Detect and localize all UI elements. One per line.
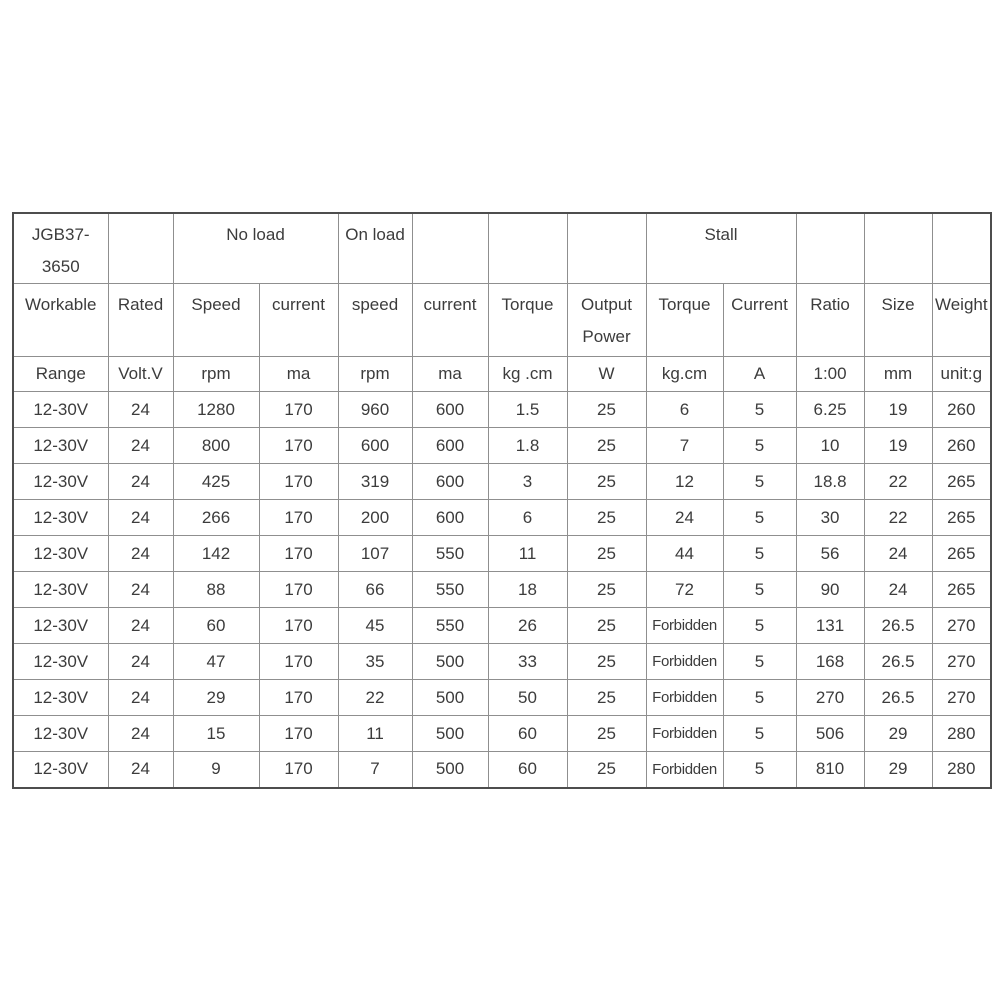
table-cell: 29 xyxy=(173,680,259,716)
table-cell: 10 xyxy=(796,428,864,464)
table-cell: 270 xyxy=(932,680,991,716)
table-cell: 1.8 xyxy=(488,428,567,464)
table-cell: 24 xyxy=(108,680,173,716)
table-row xyxy=(13,536,991,572)
empty-header-cell xyxy=(932,213,991,284)
unit-rpm-noload: rpm xyxy=(173,357,259,392)
table-cell: 270 xyxy=(796,680,864,716)
on-load-group-header: On load xyxy=(338,213,412,284)
col-header-size: Size xyxy=(864,284,932,357)
table-cell: 170 xyxy=(259,428,338,464)
table-cell: 72 xyxy=(646,572,723,608)
table-row xyxy=(13,644,991,680)
motor-spec-table xyxy=(12,212,992,789)
table-cell: 12-30V xyxy=(13,752,108,788)
table-cell: 170 xyxy=(259,464,338,500)
table-cell: 170 xyxy=(259,536,338,572)
table-cell: 11 xyxy=(338,716,412,752)
col-header-output-power: Output Power xyxy=(567,284,646,357)
table-cell: 12-30V xyxy=(13,608,108,644)
table-cell: 30 xyxy=(796,500,864,536)
model-line2: 3650 xyxy=(41,257,80,276)
unit-ratio: 1:00 xyxy=(796,357,864,392)
table-row xyxy=(13,752,991,788)
table-body xyxy=(13,392,991,788)
table-cell: 170 xyxy=(259,608,338,644)
col-header-onload-speed: speed xyxy=(338,284,412,357)
table-cell: 6 xyxy=(646,392,723,428)
table-cell: 18.8 xyxy=(796,464,864,500)
table-cell: 7 xyxy=(338,752,412,788)
table-cell: 5 xyxy=(723,464,796,500)
table-cell: 25 xyxy=(567,536,646,572)
table-cell: 24 xyxy=(864,572,932,608)
table-cell: 24 xyxy=(108,644,173,680)
table-cell: 131 xyxy=(796,608,864,644)
table-cell: 24 xyxy=(108,428,173,464)
table-cell: 142 xyxy=(173,536,259,572)
table-cell: 18 xyxy=(488,572,567,608)
unit-range: Range xyxy=(13,357,108,392)
unit-kgcm-torque: kg .cm xyxy=(488,357,567,392)
table-cell: 24 xyxy=(108,392,173,428)
table-cell: 22 xyxy=(864,464,932,500)
table-cell: 15 xyxy=(173,716,259,752)
table-cell: 25 xyxy=(567,572,646,608)
table-cell: 1280 xyxy=(173,392,259,428)
table-cell: 22 xyxy=(338,680,412,716)
table-cell: 168 xyxy=(796,644,864,680)
table-cell: 5 xyxy=(723,644,796,680)
table-cell: 200 xyxy=(338,500,412,536)
table-cell: 19 xyxy=(864,428,932,464)
table-cell: 500 xyxy=(412,752,488,788)
table-cell: 800 xyxy=(173,428,259,464)
table-cell: 25 xyxy=(567,392,646,428)
table-cell: 26.5 xyxy=(864,644,932,680)
col-header-stall-torque: Torque xyxy=(646,284,723,357)
table-cell: 500 xyxy=(412,680,488,716)
table-cell: 45 xyxy=(338,608,412,644)
table-cell: 600 xyxy=(412,464,488,500)
table-cell: 11 xyxy=(488,536,567,572)
col-header-onload-current: current xyxy=(412,284,488,357)
table-cell: 170 xyxy=(259,752,338,788)
col-header-weight: Weight xyxy=(932,284,991,357)
table-cell: Forbidden xyxy=(646,608,723,644)
table-cell: 600 xyxy=(412,428,488,464)
table-cell: 24 xyxy=(108,500,173,536)
stall-group-header: Stall xyxy=(646,213,796,284)
table-row xyxy=(13,392,991,428)
column-header-row xyxy=(13,284,991,357)
empty-header-cell xyxy=(488,213,567,284)
table-cell: 960 xyxy=(338,392,412,428)
table-row xyxy=(13,464,991,500)
empty-header-cell xyxy=(864,213,932,284)
table-cell: 280 xyxy=(932,716,991,752)
col-header-ratio: Ratio xyxy=(796,284,864,357)
unit-kgcm-stall: kg.cm xyxy=(646,357,723,392)
table-cell: 107 xyxy=(338,536,412,572)
table-cell: Forbidden xyxy=(646,680,723,716)
table-cell: 24 xyxy=(108,752,173,788)
table-cell: 170 xyxy=(259,680,338,716)
empty-header-cell xyxy=(412,213,488,284)
table-cell: 12-30V xyxy=(13,500,108,536)
table-cell: 12-30V xyxy=(13,680,108,716)
table-cell: 12-30V xyxy=(13,644,108,680)
table-cell: 60 xyxy=(488,752,567,788)
table-cell: 7 xyxy=(646,428,723,464)
table-cell: 425 xyxy=(173,464,259,500)
table-cell: 270 xyxy=(932,608,991,644)
table-row xyxy=(13,716,991,752)
table-cell: 265 xyxy=(932,464,991,500)
col-header-stall-current: Current xyxy=(723,284,796,357)
table-cell: 280 xyxy=(932,752,991,788)
model-line1: JGB37- xyxy=(31,225,90,244)
table-row xyxy=(13,680,991,716)
table-row xyxy=(13,608,991,644)
table-row xyxy=(13,428,991,464)
table-cell: 170 xyxy=(259,716,338,752)
table-cell: 22 xyxy=(864,500,932,536)
table-cell: 500 xyxy=(412,644,488,680)
table-cell: 90 xyxy=(796,572,864,608)
table-cell: 170 xyxy=(259,500,338,536)
table-cell: 265 xyxy=(932,536,991,572)
table-cell: 24 xyxy=(864,536,932,572)
table-cell: 19 xyxy=(864,392,932,428)
table-cell: 5 xyxy=(723,752,796,788)
table-cell: 5 xyxy=(723,392,796,428)
group-header-row xyxy=(13,213,991,284)
table-cell: 266 xyxy=(173,500,259,536)
table-cell: 26 xyxy=(488,608,567,644)
model-number-cell xyxy=(13,213,108,284)
table-cell: 170 xyxy=(259,392,338,428)
units-row xyxy=(13,357,991,392)
table-cell: 50 xyxy=(488,680,567,716)
col-header-noload-current: current xyxy=(259,284,338,357)
table-cell: 600 xyxy=(338,428,412,464)
unit-mm: mm xyxy=(864,357,932,392)
unit-gram: unit:g xyxy=(932,357,991,392)
spec-table-container xyxy=(12,212,990,789)
table-cell: Forbidden xyxy=(646,716,723,752)
table-cell: 1.5 xyxy=(488,392,567,428)
table-cell: 3 xyxy=(488,464,567,500)
table-cell: 5 xyxy=(723,680,796,716)
no-load-group-header: No load xyxy=(173,213,338,284)
table-cell: 5 xyxy=(723,536,796,572)
table-cell: 265 xyxy=(932,572,991,608)
table-cell: 35 xyxy=(338,644,412,680)
table-cell: 25 xyxy=(567,752,646,788)
table-cell: 24 xyxy=(108,716,173,752)
table-cell: 29 xyxy=(864,752,932,788)
col-header-torque: Torque xyxy=(488,284,567,357)
table-cell: 25 xyxy=(567,644,646,680)
table-cell: 5 xyxy=(723,608,796,644)
unit-ma-onload: ma xyxy=(412,357,488,392)
table-cell: 12-30V xyxy=(13,716,108,752)
table-cell: 5 xyxy=(723,716,796,752)
table-cell: 6 xyxy=(488,500,567,536)
table-cell: 24 xyxy=(646,500,723,536)
table-cell: 12-30V xyxy=(13,428,108,464)
empty-header-cell xyxy=(567,213,646,284)
table-cell: 66 xyxy=(338,572,412,608)
table-cell: 9 xyxy=(173,752,259,788)
unit-volt: Volt.V xyxy=(108,357,173,392)
unit-watt: W xyxy=(567,357,646,392)
table-cell: 270 xyxy=(932,644,991,680)
table-cell: 60 xyxy=(173,608,259,644)
col-header-rated: Rated xyxy=(108,284,173,357)
table-cell: 25 xyxy=(567,464,646,500)
table-cell: 25 xyxy=(567,500,646,536)
table-cell: 260 xyxy=(932,428,991,464)
table-cell: 12-30V xyxy=(13,464,108,500)
table-cell: 26.5 xyxy=(864,608,932,644)
table-cell: 550 xyxy=(412,572,488,608)
table-cell: 29 xyxy=(864,716,932,752)
table-cell: 265 xyxy=(932,500,991,536)
table-cell: 25 xyxy=(567,716,646,752)
table-cell: 170 xyxy=(259,644,338,680)
table-cell: 24 xyxy=(108,464,173,500)
table-cell: 5 xyxy=(723,428,796,464)
table-cell: Forbidden xyxy=(646,644,723,680)
table-cell: 506 xyxy=(796,716,864,752)
unit-ampere: A xyxy=(723,357,796,392)
table-cell: 24 xyxy=(108,536,173,572)
table-cell: 33 xyxy=(488,644,567,680)
table-cell: 260 xyxy=(932,392,991,428)
unit-ma-noload: ma xyxy=(259,357,338,392)
table-cell: 5 xyxy=(723,500,796,536)
table-cell: 12-30V xyxy=(13,536,108,572)
table-cell: 170 xyxy=(259,572,338,608)
table-cell: 600 xyxy=(412,392,488,428)
empty-header-cell xyxy=(796,213,864,284)
table-cell: 88 xyxy=(173,572,259,608)
table-cell: 60 xyxy=(488,716,567,752)
empty-header-cell xyxy=(108,213,173,284)
table-cell: 6.25 xyxy=(796,392,864,428)
table-cell: 24 xyxy=(108,572,173,608)
table-row xyxy=(13,572,991,608)
col-header-noload-speed: Speed xyxy=(173,284,259,357)
unit-rpm-onload: rpm xyxy=(338,357,412,392)
table-header xyxy=(13,213,991,392)
table-cell: 5 xyxy=(723,572,796,608)
table-cell: 319 xyxy=(338,464,412,500)
table-cell: 550 xyxy=(412,536,488,572)
table-cell: 44 xyxy=(646,536,723,572)
table-cell: 12-30V xyxy=(13,572,108,608)
table-cell: 550 xyxy=(412,608,488,644)
table-cell: 25 xyxy=(567,680,646,716)
table-cell: Forbidden xyxy=(646,752,723,788)
table-row xyxy=(13,500,991,536)
table-cell: 12 xyxy=(646,464,723,500)
table-cell: 810 xyxy=(796,752,864,788)
table-cell: 26.5 xyxy=(864,680,932,716)
table-cell: 25 xyxy=(567,428,646,464)
table-cell: 25 xyxy=(567,608,646,644)
table-cell: 24 xyxy=(108,608,173,644)
table-cell: 47 xyxy=(173,644,259,680)
table-cell: 56 xyxy=(796,536,864,572)
table-cell: 12-30V xyxy=(13,392,108,428)
col-header-workable: Workable xyxy=(13,284,108,357)
table-cell: 500 xyxy=(412,716,488,752)
table-cell: 600 xyxy=(412,500,488,536)
